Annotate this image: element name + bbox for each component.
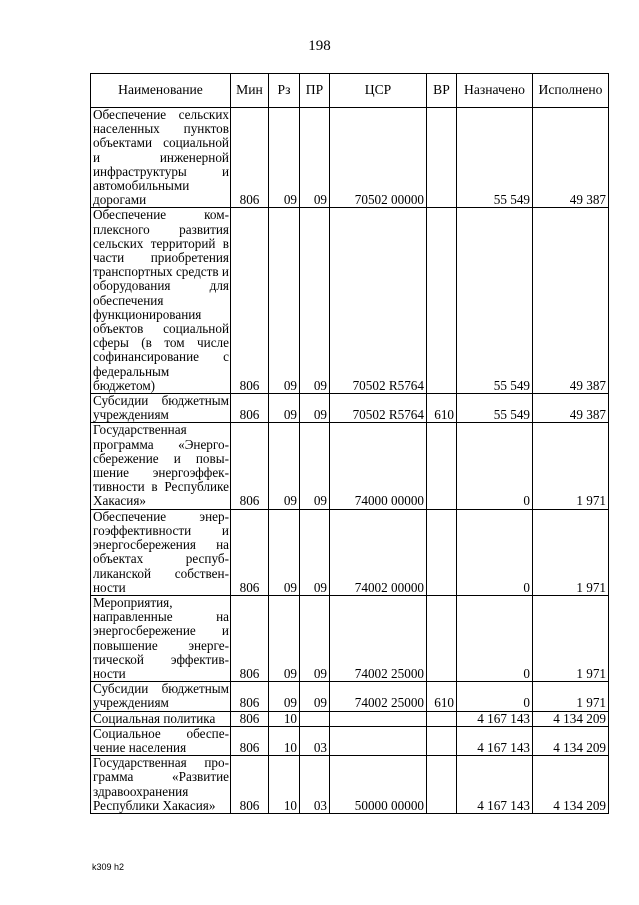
row-name: Социальное обеспечение населения: [91, 726, 231, 755]
row-pr: 09: [300, 595, 330, 681]
row-min: 806: [231, 595, 269, 681]
row-executed: 1 971: [533, 595, 609, 681]
row-executed: 1 971: [533, 423, 609, 509]
row-rz: 10: [269, 756, 300, 814]
row-pr: 03: [300, 726, 330, 755]
table-row: [91, 394, 609, 423]
row-min: 806: [231, 509, 269, 595]
header-min: Мин: [231, 74, 269, 108]
row-csr: 74002 00000: [330, 509, 427, 595]
row-name: Субсидии бюджетным учреждениям: [91, 394, 231, 423]
row-vr: [427, 509, 457, 595]
table-row: [91, 509, 609, 595]
page-number: 198: [308, 38, 331, 54]
header-assigned: Назначено: [457, 74, 533, 108]
table-header-row: [91, 74, 609, 108]
table-row: [91, 108, 609, 208]
header-vr: ВР: [427, 74, 457, 108]
row-rz: 09: [269, 208, 300, 394]
row-name: Мероприятия, направленные на энергосбережение и повышение энергетической эффективности: [91, 595, 231, 681]
row-vr: 610: [427, 682, 457, 711]
row-executed: 49 387: [533, 394, 609, 423]
row-name: Государственная программа «Энергосбережение и повышение энергоэффективности в Республике Хакасия»: [91, 423, 231, 509]
header-executed: Исполнено: [533, 74, 609, 108]
header-rz: Рз: [269, 74, 300, 108]
row-executed: 1 971: [533, 682, 609, 711]
row-rz: 10: [269, 726, 300, 755]
row-rz: 09: [269, 595, 300, 681]
row-csr: 70502 R5764: [330, 394, 427, 423]
row-csr: 50000 00000: [330, 756, 427, 814]
row-name: Обеспечение энергоэффективности и энергосбережения на объектах республиканской собственности: [91, 509, 231, 595]
row-min: 806: [231, 726, 269, 755]
row-vr: [427, 423, 457, 509]
table-row: [91, 726, 609, 755]
table-row: [91, 423, 609, 509]
row-name: Социальная политика: [91, 711, 231, 726]
row-vr: [427, 726, 457, 755]
row-vr: 610: [427, 394, 457, 423]
row-assigned: 0: [457, 423, 533, 509]
row-executed: 1 971: [533, 509, 609, 595]
row-csr: 70502 00000: [330, 108, 427, 208]
row-csr: 74002 25000: [330, 682, 427, 711]
header-name: Наименование: [91, 74, 231, 108]
row-name: Обеспечение сельских населенных пунктов объектами социальной и инженерной инфраструктуры и автомобильными дорогами: [91, 108, 231, 208]
row-csr: 74000 00000: [330, 423, 427, 509]
row-vr: [427, 711, 457, 726]
row-name: Государственная программа «Развитие здравоохранения Республики Хакасия»: [91, 756, 231, 814]
budget-table: [90, 73, 609, 814]
row-pr: 09: [300, 208, 330, 394]
footer-code: k309 h2: [92, 862, 125, 872]
table-row: [91, 595, 609, 681]
row-assigned: 55 549: [457, 208, 533, 394]
row-assigned: 4 167 143: [457, 756, 533, 814]
table-row: [91, 208, 609, 394]
row-pr: [300, 711, 330, 726]
header-csr: ЦСР: [330, 74, 427, 108]
table-row: [91, 711, 609, 726]
row-executed: 4 134 209: [533, 726, 609, 755]
row-pr: 09: [300, 509, 330, 595]
row-pr: 09: [300, 423, 330, 509]
row-rz: 09: [269, 394, 300, 423]
row-name: Обеспечение комплексного развития сельских территорий в части приобретения транспортных средств и оборудования для обеспечения функционирования объектов социальной сферы (в том числе софинансирование с федеральным бюджетом): [91, 208, 231, 394]
table-row: [91, 756, 609, 814]
row-rz: 09: [269, 423, 300, 509]
row-vr: [427, 108, 457, 208]
row-assigned: 4 167 143: [457, 726, 533, 755]
row-name: Субсидии бюджетным учреждениям: [91, 682, 231, 711]
row-min: 806: [231, 394, 269, 423]
row-min: 806: [231, 423, 269, 509]
row-assigned: 0: [457, 682, 533, 711]
row-min: 806: [231, 756, 269, 814]
row-rz: 09: [269, 108, 300, 208]
row-min: 806: [231, 711, 269, 726]
row-min: 806: [231, 208, 269, 394]
row-assigned: 55 549: [457, 108, 533, 208]
row-assigned: 55 549: [457, 394, 533, 423]
row-vr: [427, 208, 457, 394]
row-csr: 74002 25000: [330, 595, 427, 681]
table-row: [91, 682, 609, 711]
row-vr: [427, 595, 457, 681]
row-pr: 09: [300, 108, 330, 208]
row-executed: 49 387: [533, 208, 609, 394]
row-vr: [427, 756, 457, 814]
row-csr: [330, 711, 427, 726]
row-pr: 09: [300, 682, 330, 711]
row-csr: [330, 726, 427, 755]
row-rz: 09: [269, 509, 300, 595]
row-assigned: 0: [457, 595, 533, 681]
row-rz: 10: [269, 711, 300, 726]
row-assigned: 4 167 143: [457, 711, 533, 726]
row-executed: 4 134 209: [533, 711, 609, 726]
row-executed: 4 134 209: [533, 756, 609, 814]
row-csr: 70502 R5764: [330, 208, 427, 394]
row-min: 806: [231, 682, 269, 711]
row-pr: 03: [300, 756, 330, 814]
row-min: 806: [231, 108, 269, 208]
header-pr: ПР: [300, 74, 330, 108]
row-rz: 09: [269, 682, 300, 711]
row-executed: 49 387: [533, 108, 609, 208]
row-assigned: 0: [457, 509, 533, 595]
row-pr: 09: [300, 394, 330, 423]
